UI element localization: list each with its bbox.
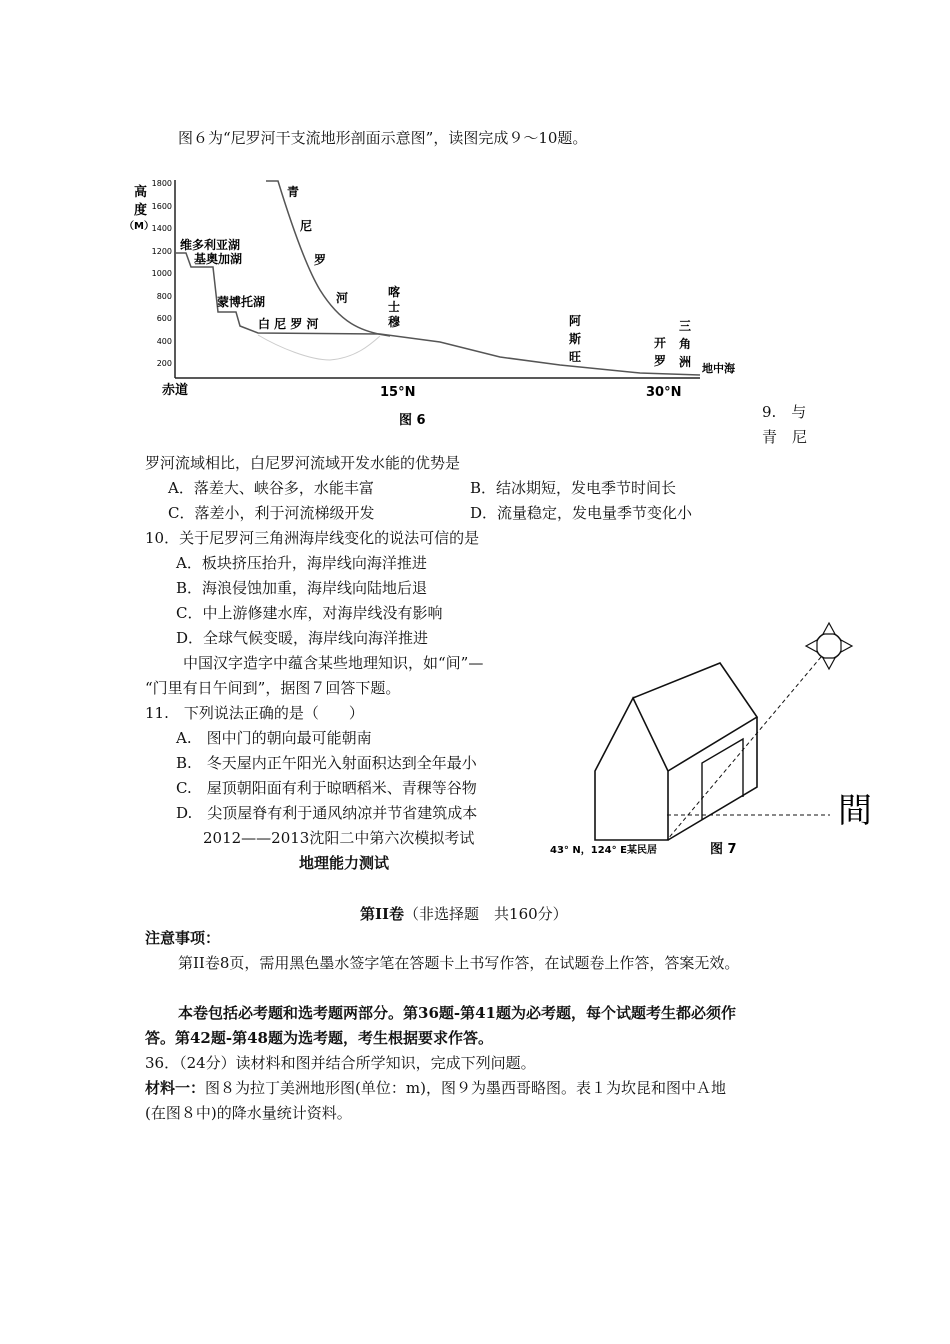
ytick: 1200 [151, 247, 172, 256]
label-khartoum: 穆 [388, 315, 401, 329]
q11-option-b: B. 冬天屋内正午阳光入射面积达到全年最小 [176, 754, 477, 772]
label-delta: 三 [679, 319, 692, 333]
q10-option-c: C．中上游修建水库，对海岸线没有影响 [176, 604, 443, 622]
label-delta: 角 [679, 337, 692, 351]
label-blue-nile: 罗 [314, 253, 327, 267]
material-line-2: (在图８中)的降水量统计资料。 [145, 1104, 352, 1122]
label-cairo: 罗 [654, 354, 667, 368]
nile-profile-figure [0, 0, 950, 440]
q11-option-a: A. 图中门的朝向最可能朝南 [176, 729, 372, 747]
q9-option-a: A．落差大、峡谷多，水能丰富 [168, 479, 374, 497]
ylabel-unit: （M） [124, 221, 154, 232]
label-albert: 蒙博托湖 [217, 295, 266, 309]
q9-stem-b: 青 尼 [762, 428, 808, 446]
q9-option-b: B．结冰期短，发电季节时间长 [470, 479, 677, 497]
label-victoria: 维多利亚湖 [180, 238, 241, 252]
label-kyoga: 基奥加湖 [194, 252, 243, 266]
jian-character: 間 [838, 791, 872, 831]
exam-subtitle: 地理能力测试 [299, 854, 390, 872]
material-text-1: 图８为拉丁美洲地形图(单位：m)，图９为墨西哥略图。表１为坎昆和图中Ａ地 [205, 1079, 726, 1097]
ytick: 200 [156, 359, 172, 368]
label-cairo: 开 [654, 336, 667, 350]
lake-depression [258, 335, 380, 360]
ytick: 800 [156, 292, 172, 301]
blue-nile-profile [266, 181, 390, 336]
q36-stem: 36．（24分）读材料和图并结合所学知识，完成下列问题。 [145, 1054, 536, 1072]
q10-option-a: A．板块挤压抬升，海岸线向海洋推进 [176, 554, 427, 572]
notice-title: 注意事项： [145, 929, 221, 947]
label-khartoum: 士 [388, 300, 401, 314]
label-aswan: 斯 [569, 332, 582, 346]
label-med: 地中海 [702, 362, 735, 375]
label-blue-nile: 河 [336, 291, 349, 305]
q11-stem: 11. 下列说法正确的是（ ） [145, 704, 364, 722]
q11-option-c: C. 屋顶朝阳面有利于晾晒稻米、青稞等谷物 [176, 779, 477, 797]
ytick: 400 [156, 337, 172, 346]
q9-stem-a: 9. 与 [762, 403, 807, 421]
house-gable [595, 698, 668, 840]
ytick: 600 [156, 314, 172, 323]
ytick: 1000 [151, 269, 172, 278]
xlabel-15n: 15°N [380, 385, 416, 400]
fig7-caption: 图 7 [710, 842, 737, 857]
label-aswan: 旺 [569, 350, 582, 364]
label-khartoum: 喀 [388, 285, 401, 299]
section-title [360, 903, 568, 924]
ytick: 1800 [151, 179, 172, 188]
q10-option-b: B．海浪侵蚀加重，海岸线向陆地后退 [176, 579, 428, 597]
ylabel-char-1: 高 [134, 185, 148, 200]
label-blue-nile: 青 [287, 185, 300, 199]
section-title-rest: （非选择题 共160分） [404, 905, 568, 923]
xlabel-equator: 赤道 [162, 383, 189, 398]
material-label: 材料一： [145, 1079, 206, 1097]
label-aswan: 阿 [569, 314, 582, 328]
fig6-intro: 图６为“尼罗河干支流地形剖面示意图”，读图完成９～10题。 [178, 129, 588, 147]
sun-icon [806, 623, 852, 669]
q9-option-c: C．落差小，利于河流梯级开发 [168, 504, 375, 522]
white-nile-profile [175, 253, 700, 375]
ylabel-char-2: 度 [134, 203, 148, 218]
rule-line-2: 答。第42题-第48题为选考题，考生根据要求作答。 [145, 1029, 493, 1047]
rule-line-1: 本卷包括必考题和选考题两部分。第36题-第41题为必考题，每个试题考生都必须作 [178, 1004, 736, 1022]
fig6-caption: 图 6 [399, 413, 426, 428]
exam-title: 2012——2013沈阳二中第六次模拟考试 [203, 829, 475, 847]
section-title-bold: 第II卷 [360, 905, 405, 923]
fig7-intro-1: 中国汉字造字中蕴含某些地理知识，如“间”— [183, 654, 484, 672]
material-line-1 [145, 1077, 726, 1098]
q10-option-d: D．全球气候变暖，海岸线向海洋推进 [176, 629, 429, 647]
sun-ray [667, 657, 821, 840]
fig7-intro-2: “门里有日午间到”，据图７回答下题。 [145, 679, 401, 697]
q11-option-d: D. 尖顶屋脊有利于通风纳凉并节省建筑成本 [176, 804, 478, 822]
label-blue-nile: 尼 [300, 219, 313, 233]
label-white-nile: 白 尼 罗 河 [258, 317, 319, 331]
house-figure [540, 615, 900, 860]
q9-stem-c: 罗河流域相比，白尼罗河流域开发水能的优势是 [145, 454, 461, 472]
notice-text: 第II卷8页，需用黑色墨水签字笔在答题卡上书写作答，在试题卷上作答，答案无效。 [178, 954, 740, 972]
q9-option-d: D．流量稳定，发电量季节变化小 [470, 504, 693, 522]
ytick: 1400 [151, 224, 172, 233]
fig7-location: 43° N，124° E某民居 [550, 845, 657, 856]
label-delta: 洲 [679, 355, 692, 369]
q10-stem: 10．关于尼罗河三角洲海岸线变化的说法可信的是 [145, 529, 480, 547]
xlabel-30n: 30°N [646, 385, 682, 400]
ytick: 1600 [151, 202, 172, 211]
